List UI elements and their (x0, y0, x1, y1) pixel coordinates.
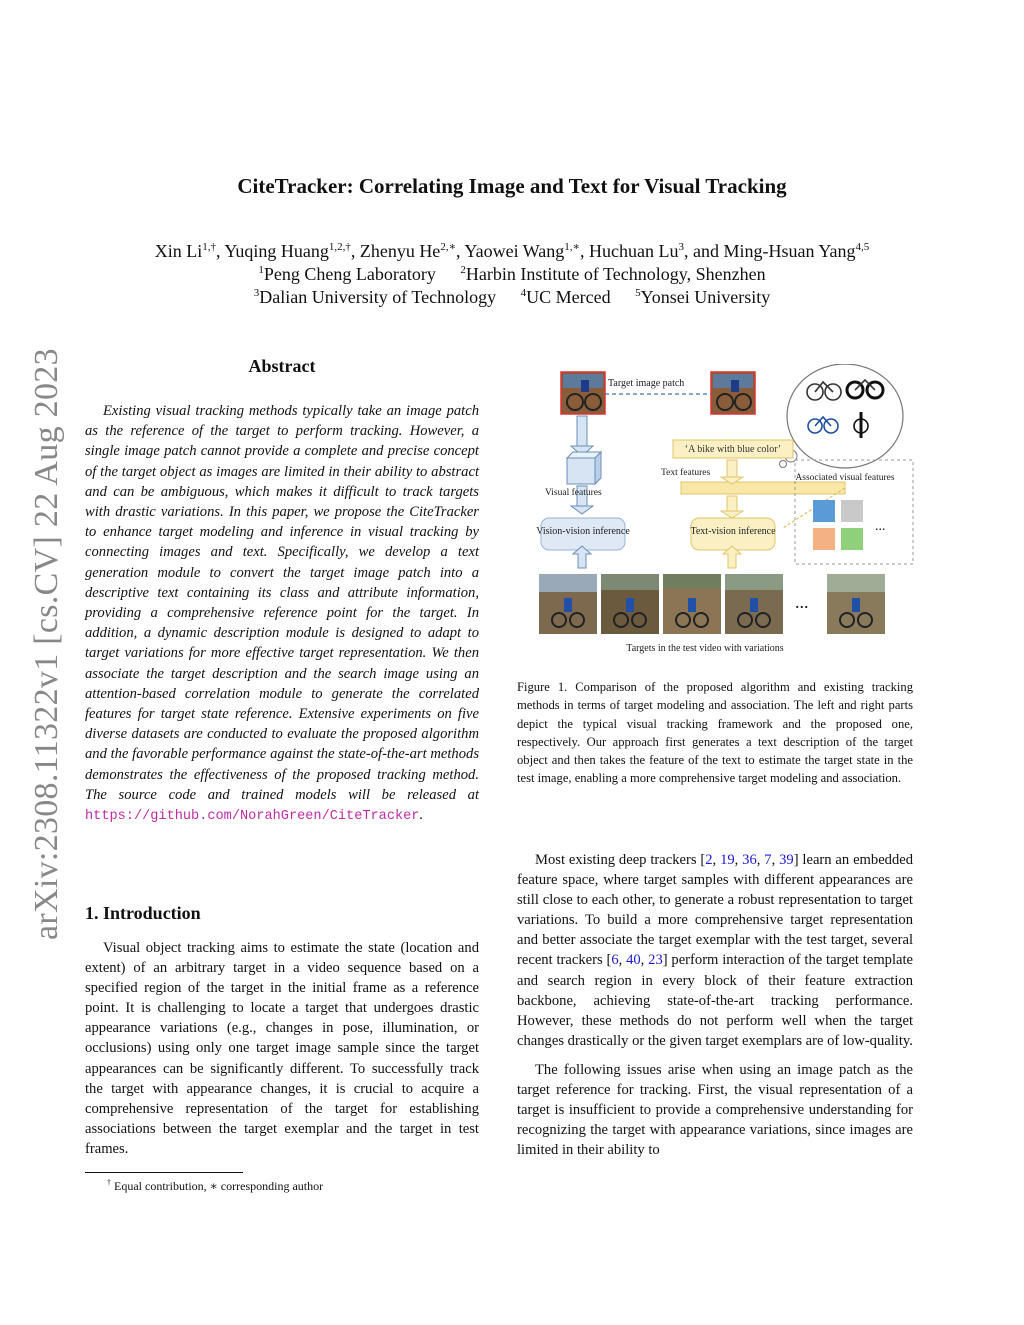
figure-1 (533, 364, 917, 658)
affiliation: $^5$Yonsei University (635, 287, 771, 307)
author: Xin Li (154, 241, 203, 261)
visual-features-label: Visual features (545, 488, 602, 498)
vision-vision-label: Vision-vision inference (536, 526, 630, 537)
footnote: † Equal contribution, ∗ corresponding author (107, 1178, 324, 1193)
affiliation-row (0, 263, 1024, 286)
code-link[interactable]: https://github.com/NorahGreen/CiteTracker (85, 809, 420, 825)
affiliation: $^2$Harbin Institute of Technology, Shenzhen (460, 264, 766, 284)
test-frame (601, 574, 659, 634)
arxiv-identifier: arXiv:2308.11322v1 [cs.CV] 22 Aug 2023 (28, 348, 65, 940)
citation-link[interactable]: 19 (720, 852, 735, 868)
target-patch-label: Target image patch (608, 378, 685, 389)
body-paragraph: Most existing deep trackers [2, 19, 36, 7, 39] learn an embedded feature space, where target samples with different appearances are still close to each other, to generate a robust representation to target variations. To build a more comprehensive target representation and better associate the target exemplar with the test target, several recent trackers [6, 40, 23] perform interaction of the target template and search region in every block of their feature extraction backbone, achieving state-of-the-art tracking performance. However, these methods do not perform well when the target changes drastically or the given target exemplars are of low-quality. (517, 852, 914, 1049)
test-frame (663, 574, 721, 634)
paper-title: CiteTracker: Correlating Image and Text for Visual Tracking (237, 174, 787, 198)
abstract-body: Existing visual tracking methods typically take an image patch as the reference of the target to perform tracking. However, a single image patch cannot provide a complete and precise concept of the target object as images are limited in their ability to abstract and can be ambiguous, which makes it difficult to track targets with drastic variations. In this paper, we propose the CiteTracker to enhance target modeling and inference in visual tracking by connecting images and text. Specifically, we develop a text generation module to convert the target image patch into a descriptive text containing its class and attribute information, providing a comprehensive reference point for the target. In addition, a dynamic description module is designed to adapt to target variations for more effective target representation. We then associate the target description and the search image using an attention-based correlation module to generate the correlated features for target state reference. Extensive experiments on five diverse datasets are conducted to evaluate the proposed algorithm and the favorable performance against the state-of-the-art methods demonstrates the effectiveness of the proposed tracking method. The source code and trained models will be released at https://github.com/NorahGreen/CiteTracker. (85, 403, 479, 825)
text-prompt: ‘A bike with blue color’ (684, 444, 782, 455)
test-frame (539, 574, 597, 634)
target-patch-left (561, 372, 605, 414)
test-frame (725, 574, 783, 634)
citation-link[interactable]: 39 (779, 852, 794, 868)
affiliation: $^4$UC Merced (520, 287, 611, 307)
body-paragraph: The following issues arise when using an image patch as the target reference for tracking. First, the visual representation of a target is insufficient to provide a comprehensive understanding for recognizing the target with appearance variations, since images are limited in their ability to (517, 1061, 913, 1159)
test-frame (827, 574, 885, 634)
abstract-heading: Abstract (248, 356, 316, 376)
affiliation: $^1$Peng Cheng Laboratory (258, 264, 436, 284)
right-column-body (517, 850, 913, 1160)
citation-link[interactable]: 40 (626, 952, 641, 969)
citation-link[interactable]: 23 (648, 952, 663, 969)
author: Ming-Hsuan Yang (723, 241, 856, 261)
feature-cube (567, 452, 601, 484)
text-features-label: Text features (661, 468, 711, 478)
citation-link[interactable]: 6 (611, 952, 619, 969)
footnote-rule (85, 1172, 243, 1173)
figure-caption: Figure 1. Comparison of the proposed algorithm and existing tracking methods in terms of target modeling and association. The left and right parts depict the typical visual tracking framework and the proposed one, respectively. Our approach first generates a text description of the target object and then takes the feature of the text to estimate the target state in the test image, enabling a more comprehensive target modeling and association. (517, 680, 913, 786)
section-heading-introduction: 1. Introduction (85, 903, 201, 923)
test-frames (539, 574, 885, 634)
test-video-label: Targets in the test video with variations (626, 643, 784, 654)
author-block (0, 240, 1024, 309)
citation-link[interactable]: 7 (764, 852, 772, 868)
frames-ellipsis: ... (795, 592, 809, 612)
author: Yaowei Wang (464, 241, 565, 261)
author: Zhenyu He (359, 241, 441, 261)
affiliation: $^3$Dalian University of Technology (253, 287, 497, 307)
author-list: Xin $Li^{1,\dagger}$, Yuqing Huang$^{1,2,\dagger}$, Zhenyu $He^{2,∗}$, Yaowei Wang$^{1,∗}$, Huchuan Lu$^3$, and Ming-Hsuan Yang$^{4,5}$ (154, 241, 870, 261)
ellipsis: ... (875, 519, 886, 534)
thought-cloud (780, 364, 904, 468)
citation-link[interactable]: 36 (742, 852, 757, 868)
text-vision-label: Text-vision inference (690, 526, 776, 537)
target-patch-right (711, 372, 755, 414)
author: Yuqing Huang (224, 241, 329, 261)
associated-label: Associated visual features (795, 473, 895, 483)
intro-paragraph: Visual object tracking aims to estimate the state (location and extent) of an arbitrary target in a video sequence based on a specified region of the target in the initial frame as a reference point. It is challenging to locate a target that undergoes drastic appearance variations (e.g., changes in pose, illumination, or occlusions) using only one target image sample since the target appearances can be significantly different. To successfully track the target with appearance changes, it is crucial to acquire a comprehensive representation of the target for establishing associations between the target exemplar and the target in test frames. (85, 940, 479, 1157)
citation-link[interactable]: 2 (705, 852, 713, 868)
author: Huchuan Lu (589, 241, 679, 261)
affiliation-row (0, 286, 1024, 309)
